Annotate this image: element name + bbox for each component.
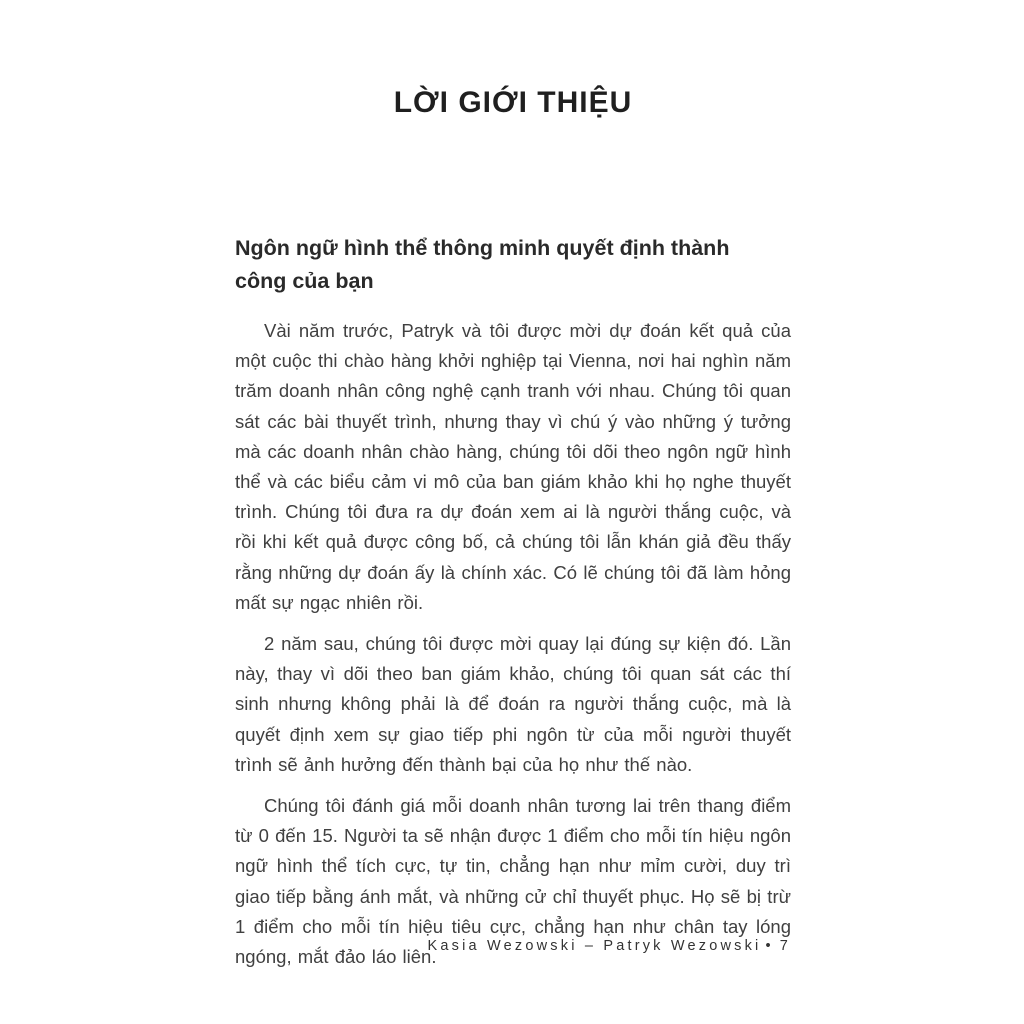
page-content	[235, 0, 791, 983]
paragraph-1: Vài năm trước, Patryk và tôi được mời dự đoán kết quả của một cuộc thi chào hàng khởi nghiệp tại Vienna, nơi hai nghìn năm trăm doanh nhân công nghệ cạnh tranh với nhau. Chúng tôi quan sát các bài thuyết trình, nhưng thay vì chú ý vào những ý tưởng mà các doanh nhân chào hàng, chúng tôi dõi theo ngôn ngữ hình thể và các biểu cảm vi mô của ban giám khảo khi họ nghe thuyết trình. Chúng tôi đưa ra dự đoán xem ai là người thắng cuộc, và rồi khi kết quả được công bố, cả chúng tôi lẫn khán giả đều thấy rằng những dự đoán ấy là chính xác. Có lẽ chúng tôi đã làm hỏng mất sự ngạc nhiên rồi.	[235, 320, 791, 613]
chapter-title: LỜI GIỚI THIỆU	[393, 86, 633, 119]
footer-authors: Kasia Wezowski – Patryk Wezowski	[427, 938, 762, 954]
section-heading: Ngôn ngữ hình thể thông minh quyết định thành công của bạn	[235, 236, 730, 293]
paragraph-2: 2 năm sau, chúng tôi được mời quay lại đúng sự kiện đó. Lần này, thay vì dõi theo ban giám khảo, chúng tôi quan sát các thí sinh nhưng không phải là để đoán ra người thắng cuộc, mà là quyết định xem sự giao tiếp phi ngôn từ của mỗi người thuyết trình sẽ ảnh hưởng đến thành bại của họ như thế nào.	[235, 633, 791, 775]
paragraph-3: Chúng tôi đánh giá mỗi doanh nhân tương lai trên thang điểm từ 0 đến 15. Người ta sẽ nhận được 1 điểm cho mỗi tín hiệu ngôn ngữ hình thể tích cực, tự tin, chẳng hạn như mỉm cười, duy trì giao tiếp bằng ánh mắt, và những cử chỉ thuyết phục. Họ sẽ bị trừ 1 điểm cho mỗi tín hiệu tiêu cực, chẳng hạn như chân tay lóng ngóng, mắt đảo láo liên.	[235, 795, 791, 968]
page-number: 7	[779, 938, 791, 954]
footer-separator: •	[765, 938, 774, 954]
page-footer	[235, 938, 791, 954]
body-text	[235, 316, 791, 972]
